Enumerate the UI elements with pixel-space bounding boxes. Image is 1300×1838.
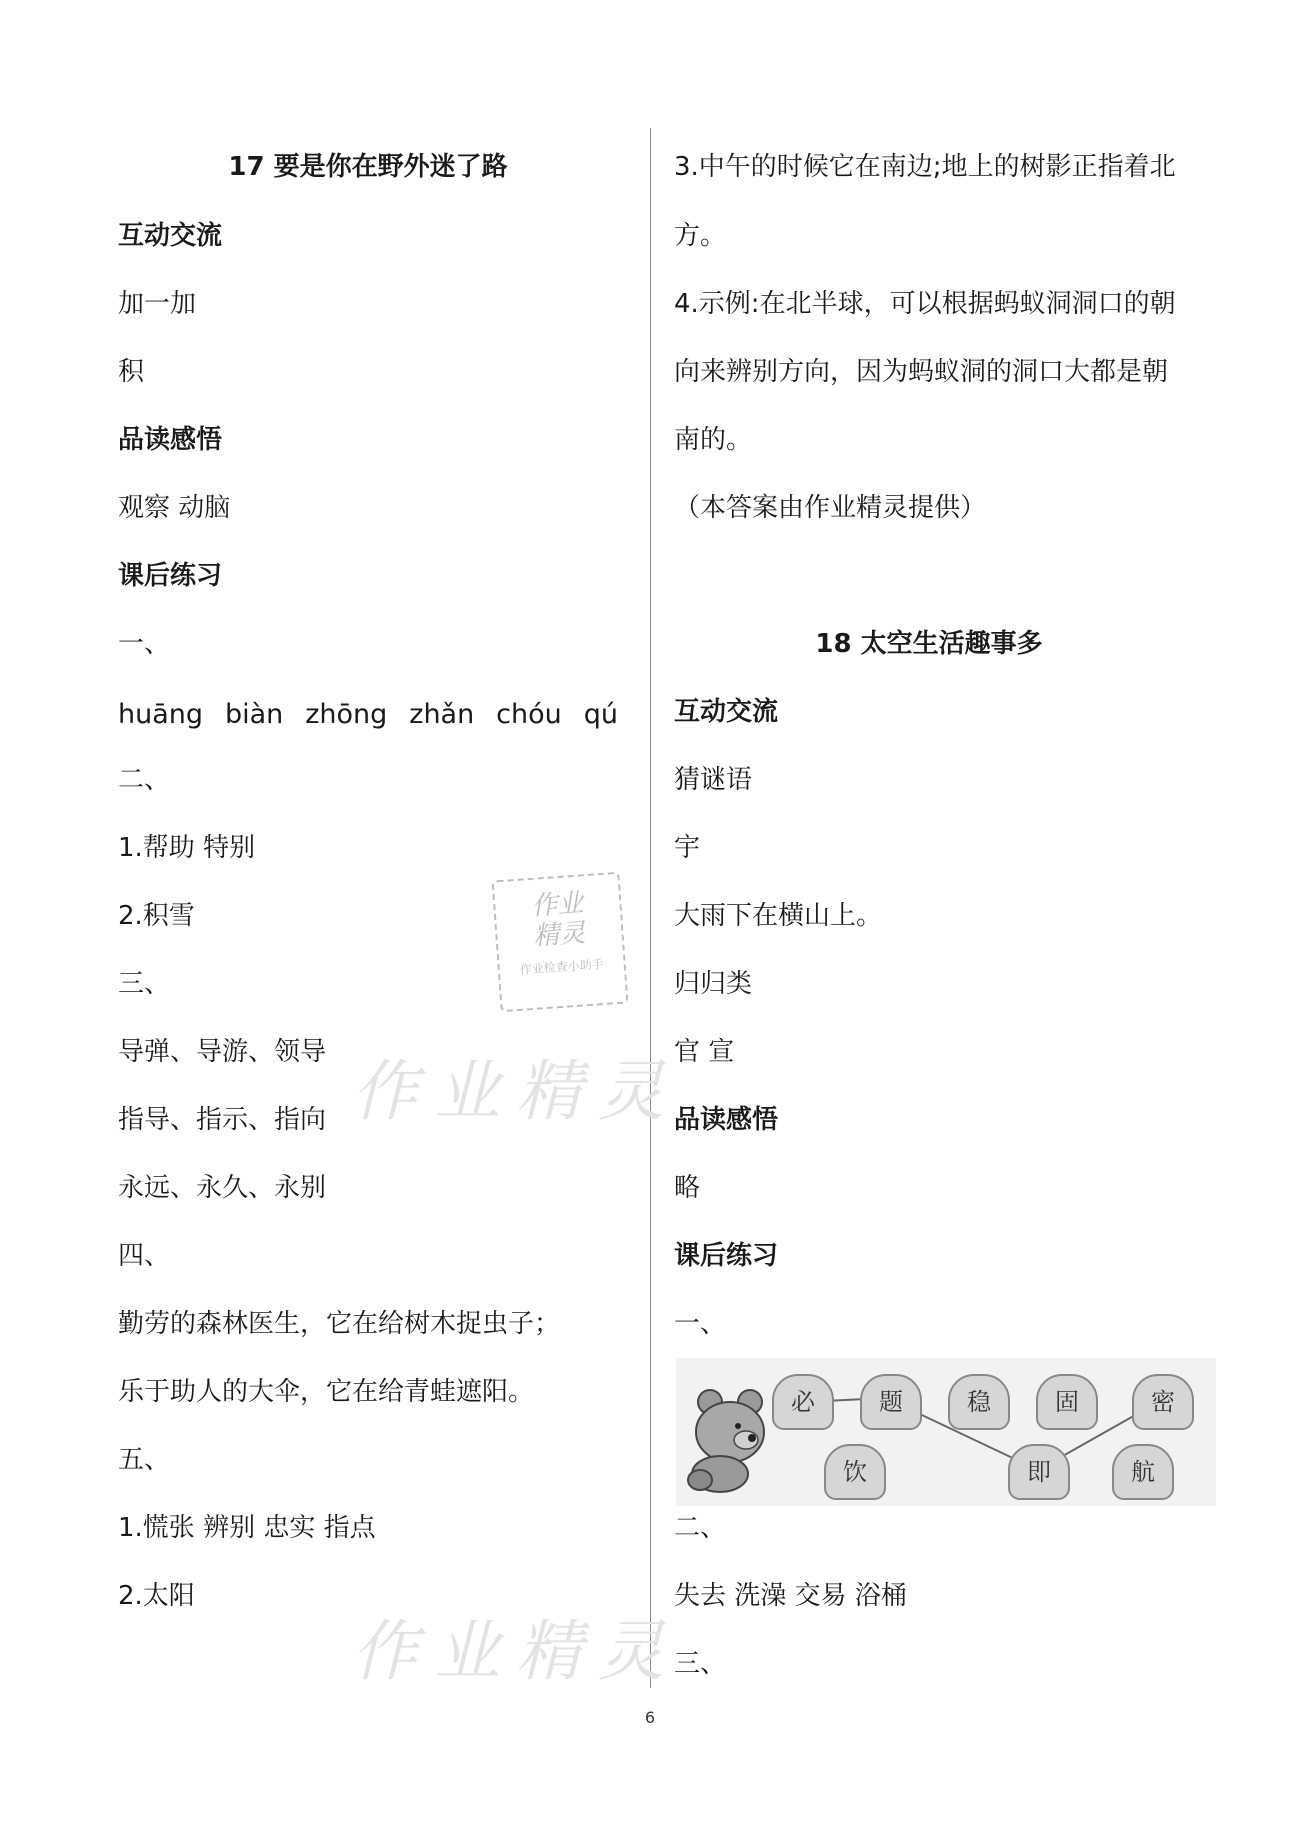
left-read-answer: 观察 动脑	[118, 493, 231, 523]
pinyin-item: chóu	[496, 699, 562, 730]
left-q2-label: 二、	[118, 765, 171, 795]
right-q5-answer-4-line-3: 南的。	[674, 425, 753, 455]
left-q3-label: 三、	[118, 969, 171, 999]
right-riddle-2: 大雨下在横山上。	[674, 901, 883, 931]
left-add-one-answer: 积	[118, 357, 145, 387]
pinyin-item: qú	[583, 699, 618, 730]
watermark-stamp	[492, 872, 629, 1013]
left-q5-label: 五、	[118, 1445, 171, 1475]
lesson-18-title: 18 太空生活趣事多	[815, 629, 1043, 659]
watermark-text: 作业精灵	[352, 1613, 680, 1690]
right-section-practice: 课后练习	[674, 1241, 779, 1271]
pinyin-item: huāng	[118, 699, 204, 730]
left-q4-label: 四、	[118, 1241, 171, 1271]
watermark-text: 作业精灵	[352, 1053, 680, 1130]
left-q2-answer-1: 1.帮助 特别	[118, 833, 256, 863]
stone-char: 饮	[824, 1444, 886, 1500]
pinyin-item: zhǎn	[409, 699, 475, 730]
matching-figure	[676, 1358, 1216, 1506]
right-q5-answer-4-line-1: 4.示例:在北半球，可以根据蚂蚁洞洞口的朝	[674, 289, 1176, 319]
right-q2-label: 二、	[674, 1513, 727, 1543]
answer-credit: （本答案由作业精灵提供）	[674, 493, 987, 523]
right-riddle-answer: 宇	[674, 833, 701, 863]
stamp-line-2: 精灵	[532, 918, 587, 952]
pinyin-item: biàn	[224, 699, 284, 730]
right-classify: 归归类	[674, 969, 753, 999]
stone-char: 即	[1008, 1444, 1070, 1500]
left-q3-answer-3: 永远、永久、永别	[118, 1173, 327, 1203]
lesson-17-title: 17 要是你在野外迷了路	[228, 152, 508, 182]
stone-char: 稳	[948, 1374, 1010, 1430]
pinyin-row	[118, 698, 618, 732]
right-q5-answer-4-line-2: 向来辨别方向，因为蚂蚁洞的洞口大都是朝	[674, 357, 1169, 387]
right-q5-answer-3-line-1: 3.中午的时候它在南边;地上的树影正指着北	[674, 152, 1176, 182]
right-classify-answer: 官 宣	[674, 1037, 735, 1067]
stamp-line-3: 作业检查小助手	[519, 957, 605, 977]
right-section-read: 品读感悟	[674, 1105, 779, 1135]
right-read-answer: 略	[674, 1173, 701, 1203]
stone-char: 密	[1132, 1374, 1194, 1430]
left-q4-answer-1: 勤劳的森林医生，它在给树木捉虫子；	[118, 1309, 561, 1339]
left-section-read: 品读感悟	[118, 425, 223, 455]
stone-char: 题	[860, 1374, 922, 1430]
left-add-one: 加一加	[118, 289, 197, 319]
pinyin-item: zhōng	[305, 699, 388, 730]
left-q3-answer-2: 指导、指示、指向	[118, 1105, 327, 1135]
left-q4-answer-2: 乐于助人的大伞，它在给青蛙遮阳。	[118, 1377, 535, 1407]
right-section-interact: 互动交流	[674, 697, 779, 727]
left-q2-answer-2: 2.积雪	[118, 901, 195, 931]
left-q1-label: 一、	[118, 629, 171, 659]
left-q3-answer-1: 导弹、导游、领导	[118, 1037, 327, 1067]
right-q5-answer-3-line-2: 方。	[674, 221, 727, 251]
stone-char: 航	[1112, 1444, 1174, 1500]
left-q5-answer-1: 1.慌张 辨别 忠实 指点	[118, 1513, 376, 1543]
left-section-practice: 课后练习	[118, 561, 223, 591]
left-q5-answer-2: 2.太阳	[118, 1581, 195, 1611]
stamp-line-1: 作业	[530, 888, 585, 922]
stone-char: 必	[772, 1374, 834, 1430]
stone-char: 固	[1036, 1374, 1098, 1430]
right-riddle: 猜谜语	[674, 765, 753, 795]
left-section-interact: 互动交流	[118, 221, 223, 251]
right-q1-label: 一、	[674, 1309, 727, 1339]
right-q2-answer: 失去 洗澡 交易 浴桶	[674, 1581, 907, 1611]
page-number: 6	[644, 1708, 656, 1727]
column-divider	[650, 128, 651, 1688]
right-q3-label: 三、	[674, 1649, 727, 1679]
